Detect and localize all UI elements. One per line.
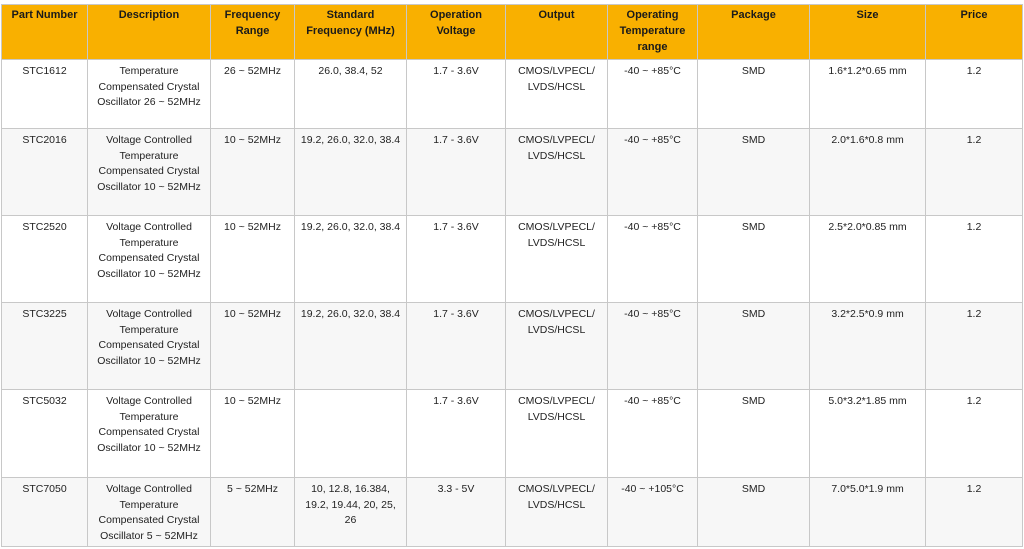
- cell-output: CMOS/LVPECL/ LVDS/HCSL: [506, 478, 608, 547]
- header-package: Package: [698, 5, 810, 60]
- cell-operating-temperature: -40 ~ +85°C: [608, 129, 698, 216]
- cell-operation-voltage: 1.7 - 3.6V: [407, 390, 506, 478]
- table-header-row: [2, 5, 1023, 60]
- cell-operation-voltage: 1.7 - 3.6V: [407, 303, 506, 390]
- cell-output: CMOS/LVPECL/ LVDS/HCSL: [506, 390, 608, 478]
- cell-part-number: STC2016: [2, 129, 88, 216]
- cell-part-number: STC1612: [2, 60, 88, 129]
- cell-price: 1.2: [926, 303, 1023, 390]
- table-row: [2, 478, 1023, 547]
- cell-operation-voltage: 3.3 - 5V: [407, 478, 506, 547]
- cell-part-number: STC3225: [2, 303, 88, 390]
- table-row: [2, 390, 1023, 478]
- cell-part-number: STC2520: [2, 216, 88, 303]
- cell-operating-temperature: -40 ~ +85°C: [608, 216, 698, 303]
- cell-package: SMD: [698, 390, 810, 478]
- cell-size: 5.0*3.2*1.85 mm: [810, 390, 926, 478]
- cell-description: Voltage Controlled Temperature Compensated Crystal Oscillator 10 ~ 52MHz: [88, 390, 211, 478]
- cell-part-number: STC5032: [2, 390, 88, 478]
- cell-operating-temperature: -40 ~ +105°C: [608, 478, 698, 547]
- cell-price: 1.2: [926, 216, 1023, 303]
- header-size: Size: [810, 5, 926, 60]
- cell-operating-temperature: -40 ~ +85°C: [608, 303, 698, 390]
- cell-description: Voltage Controlled Temperature Compensated Crystal Oscillator 10 ~ 52MHz: [88, 303, 211, 390]
- cell-size: 2.0*1.6*0.8 mm: [810, 129, 926, 216]
- cell-size: 7.0*5.0*1.9 mm: [810, 478, 926, 547]
- cell-operating-temperature: -40 ~ +85°C: [608, 60, 698, 129]
- cell-operation-voltage: 1.7 - 3.6V: [407, 216, 506, 303]
- cell-price: 1.2: [926, 129, 1023, 216]
- cell-output: CMOS/LVPECL/ LVDS/HCSL: [506, 216, 608, 303]
- cell-standard-frequency: 26.0, 38.4, 52: [295, 60, 407, 129]
- cell-description: Voltage Controlled Temperature Compensated Crystal Oscillator 10 ~ 52MHz: [88, 216, 211, 303]
- cell-description: Voltage Controlled Temperature Compensated Crystal Oscillator 5 ~ 52MHz: [88, 478, 211, 547]
- table-row: [2, 216, 1023, 303]
- header-frequency-range: Frequency Range: [211, 5, 295, 60]
- cell-output: CMOS/LVPECL/ LVDS/HCSL: [506, 60, 608, 129]
- header-operating-temperature: Operating Temperature range: [608, 5, 698, 60]
- header-standard-frequency: Standard Frequency (MHz): [295, 5, 407, 60]
- oscillator-spec-table: [1, 4, 1023, 547]
- cell-price: 1.2: [926, 60, 1023, 129]
- cell-frequency-range: 10 ~ 52MHz: [211, 129, 295, 216]
- cell-price: 1.2: [926, 390, 1023, 478]
- cell-frequency-range: 10 ~ 52MHz: [211, 216, 295, 303]
- header-price: Price: [926, 5, 1023, 60]
- cell-output: CMOS/LVPECL/ LVDS/HCSL: [506, 129, 608, 216]
- cell-operating-temperature: -40 ~ +85°C: [608, 390, 698, 478]
- cell-operation-voltage: 1.7 - 3.6V: [407, 60, 506, 129]
- cell-frequency-range: 10 ~ 52MHz: [211, 303, 295, 390]
- cell-part-number: STC7050: [2, 478, 88, 547]
- cell-price: 1.2: [926, 478, 1023, 547]
- cell-standard-frequency: 19.2, 26.0, 32.0, 38.4: [295, 129, 407, 216]
- cell-size: 3.2*2.5*0.9 mm: [810, 303, 926, 390]
- cell-size: 1.6*1.2*0.65 mm: [810, 60, 926, 129]
- cell-operation-voltage: 1.7 - 3.6V: [407, 129, 506, 216]
- cell-package: SMD: [698, 478, 810, 547]
- table-row: [2, 303, 1023, 390]
- cell-package: SMD: [698, 60, 810, 129]
- header-output: Output: [506, 5, 608, 60]
- cell-description: Voltage Controlled Temperature Compensated Crystal Oscillator 10 ~ 52MHz: [88, 129, 211, 216]
- cell-output: CMOS/LVPECL/ LVDS/HCSL: [506, 303, 608, 390]
- cell-frequency-range: 26 ~ 52MHz: [211, 60, 295, 129]
- header-part-number: Part Number: [2, 5, 88, 60]
- cell-frequency-range: 5 ~ 52MHz: [211, 478, 295, 547]
- cell-package: SMD: [698, 216, 810, 303]
- table-row: [2, 60, 1023, 129]
- cell-package: SMD: [698, 303, 810, 390]
- cell-standard-frequency: 19.2, 26.0, 32.0, 38.4: [295, 303, 407, 390]
- header-description: Description: [88, 5, 211, 60]
- cell-standard-frequency: 19.2, 26.0, 32.0, 38.4: [295, 216, 407, 303]
- table-row: [2, 129, 1023, 216]
- cell-description: Temperature Compensated Crystal Oscillator 26 ~ 52MHz: [88, 60, 211, 129]
- cell-frequency-range: 10 ~ 52MHz: [211, 390, 295, 478]
- header-operation-voltage: Operation Voltage: [407, 5, 506, 60]
- cell-package: SMD: [698, 129, 810, 216]
- cell-standard-frequency: 10, 12.8, 16.384, 19.2, 19.44, 20, 25, 26: [295, 478, 407, 547]
- cell-standard-frequency: [295, 390, 407, 478]
- cell-size: 2.5*2.0*0.85 mm: [810, 216, 926, 303]
